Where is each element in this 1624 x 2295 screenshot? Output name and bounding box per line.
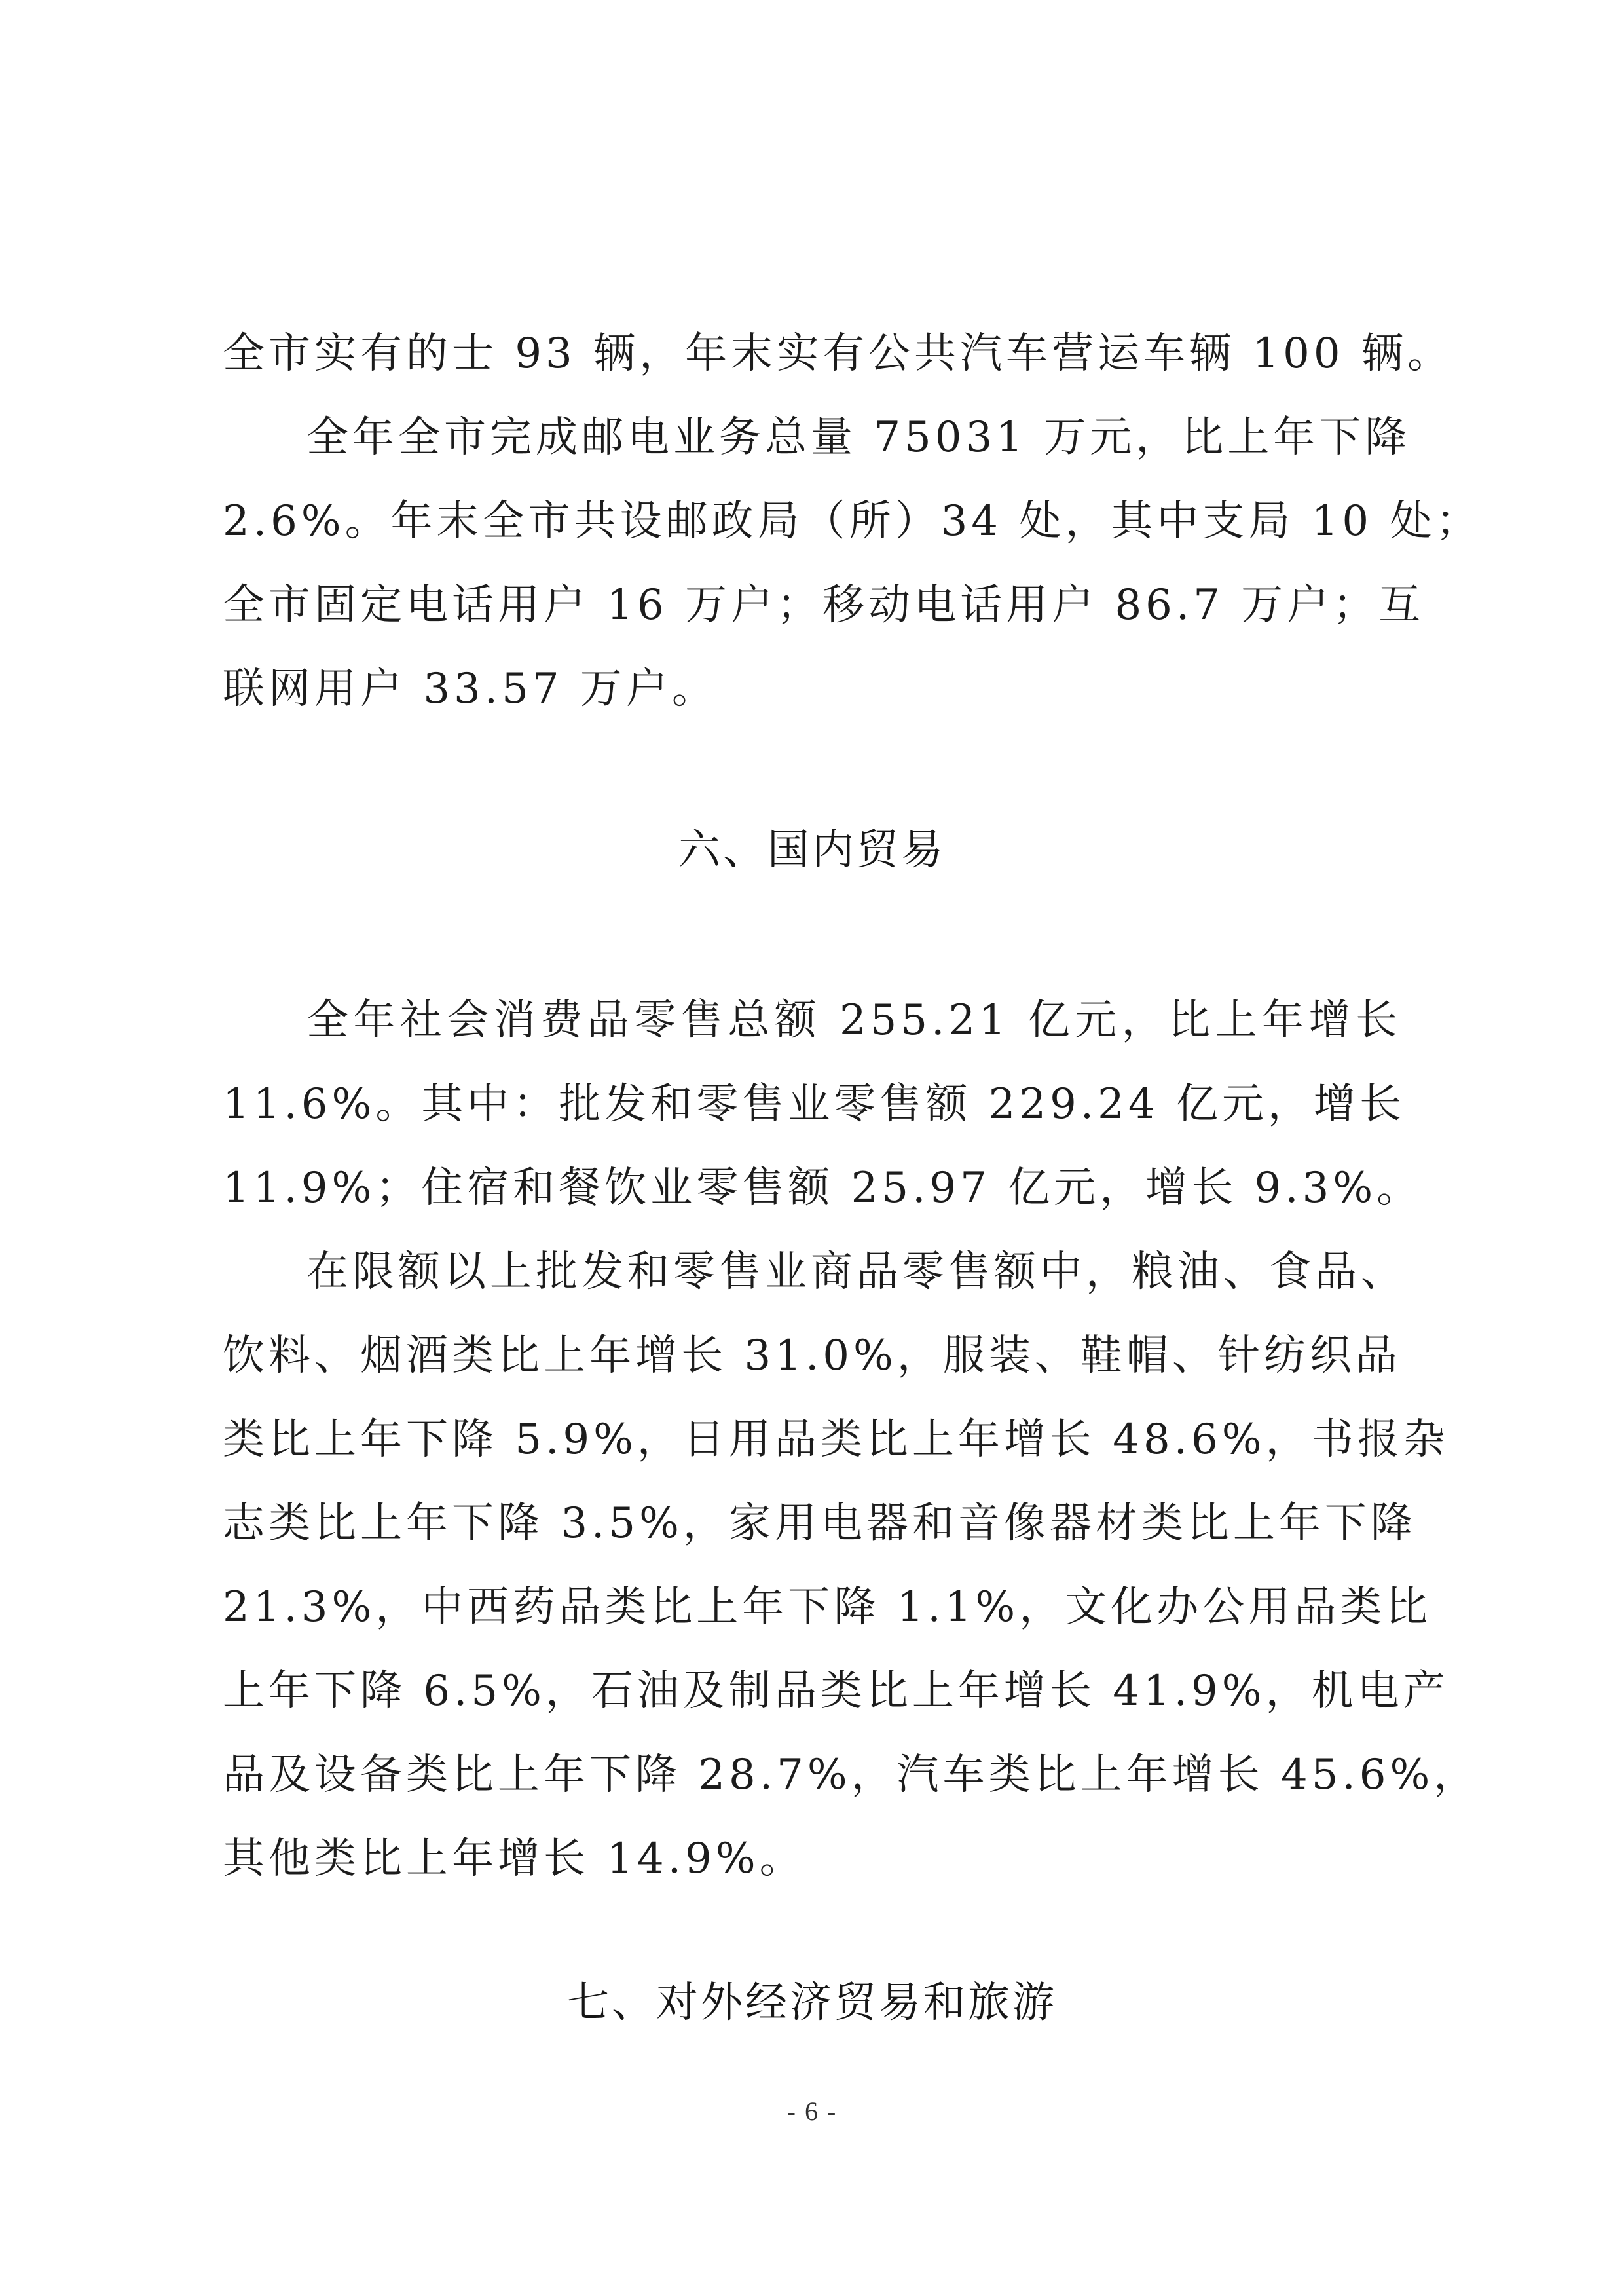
paragraph-line: 全年全市完成邮电业务总量 75031 万元，比上年下降	[306, 413, 1411, 462]
section-heading: 六、国内贸易	[678, 826, 946, 874]
paragraph-line: 饮料、烟酒类比上年增长 31.0%，服装、鞋帽、针纺织品	[223, 1332, 1401, 1380]
paragraph-line: 全年社会消费品零售总额 255.21 亿元，比上年增长	[306, 996, 1401, 1045]
paragraph-line: 全市固定电话用户 16 万户；移动电话用户 86.7 万户；互	[223, 581, 1425, 629]
paragraph-line: 21.3%，中西药品类比上年下降 1.1%，文化办公用品类比	[223, 1583, 1432, 1632]
section-heading: 七、对外经济贸易和旅游	[567, 1979, 1057, 2027]
paragraph-line: 全市实有的士 93 辆，年末实有公共汽车营运车辆 100 辆。	[223, 329, 1453, 378]
paragraph-line: 类比上年下降 5.9%，日用品类比上年增长 48.6%，书报杂	[223, 1415, 1449, 1464]
paragraph-line: 11.9%；住宿和餐饮业零售额 25.97 亿元，增长 9.3%。	[223, 1164, 1423, 1212]
paragraph-line: 联网用户 33.57 万户。	[223, 665, 718, 713]
page-number: - 6 -	[786, 2097, 838, 2126]
paragraph-line: 2.6%。年末全市共设邮政局（所）34 处，其中支局 10 处；	[223, 497, 1482, 546]
paragraph-line: 在限额以上批发和零售业商品零售额中，粮油、食品、	[306, 1248, 1407, 1296]
paragraph-line: 品及设备类比上年下降 28.7%，汽车类比上年增长 45.6%，	[223, 1751, 1480, 1799]
paragraph-line: 11.6%。其中：批发和零售业零售额 229.24 亿元，增长	[223, 1080, 1405, 1129]
paragraph-line: 上年下降 6.5%，石油及制品类比上年增长 41.9%，机电产	[223, 1667, 1449, 1715]
paragraph-line: 其他类比上年增长 14.9%。	[223, 1835, 805, 1883]
paragraph-line: 志类比上年下降 3.5%，家用电器和音像器材类比上年下降	[223, 1499, 1416, 1548]
